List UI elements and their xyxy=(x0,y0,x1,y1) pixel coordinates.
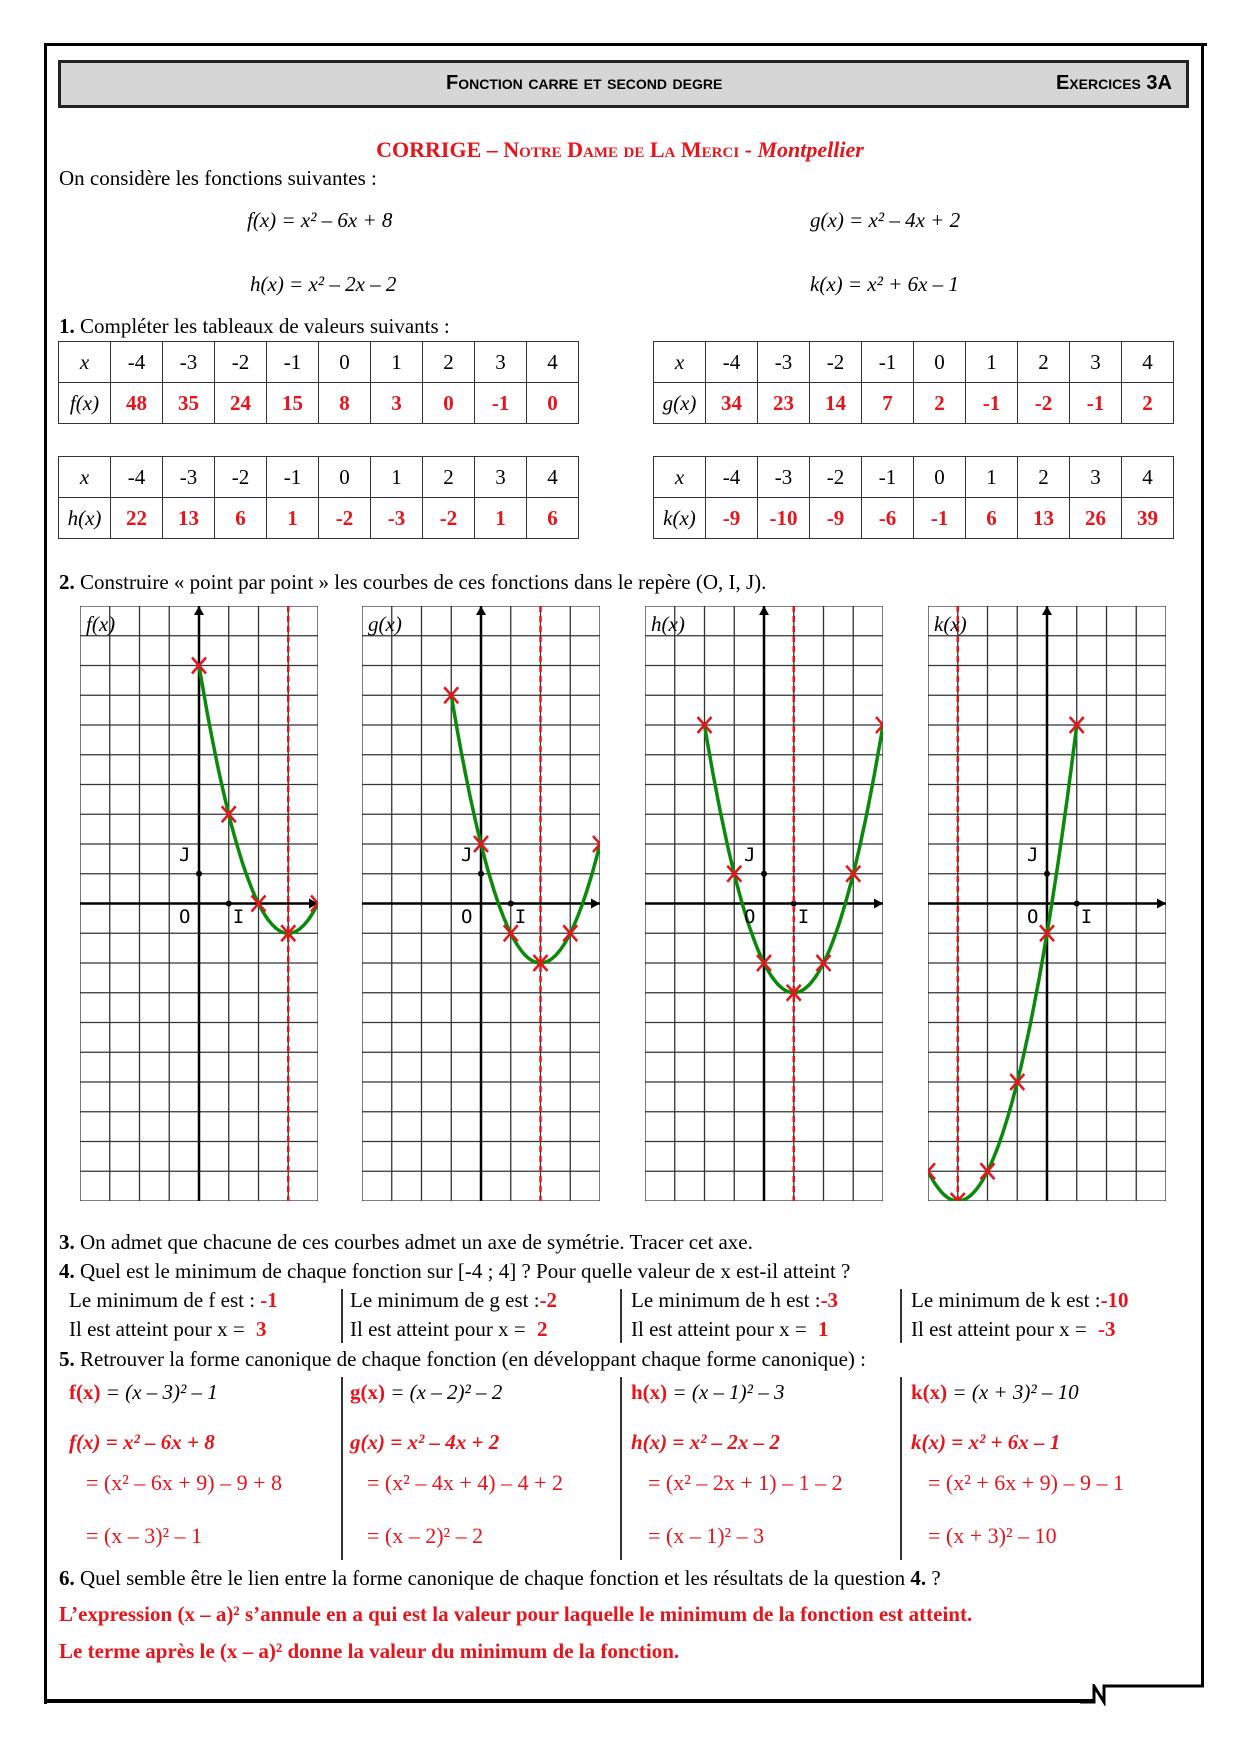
function-header: f(x) xyxy=(59,383,111,424)
value-cell: 13 xyxy=(1018,498,1070,539)
x-cell: 4 xyxy=(1122,457,1174,498)
argmin-label: Il est atteint pour x = xyxy=(69,1317,250,1341)
value-table xyxy=(58,456,579,539)
q2-number: 2. xyxy=(59,570,75,594)
argmin-label: Il est atteint pour x = xyxy=(911,1317,1092,1341)
q3-text: On admet que chacune de ces courbes admet un axe de symétrie. Tracer cet axe. xyxy=(80,1230,753,1254)
canonical-form xyxy=(911,1380,1079,1405)
x-cell: 0 xyxy=(319,342,371,383)
minimum-value: -1 xyxy=(260,1288,278,1312)
x-axis-arrow-icon xyxy=(591,899,600,909)
development-step-1: = (x² – 4x + 4) – 4 + 2 xyxy=(367,1470,563,1495)
graph-title: h(x) xyxy=(651,612,685,636)
x-cell: -4 xyxy=(706,457,758,498)
point-j xyxy=(196,871,202,877)
y-axis-arrow-icon xyxy=(759,606,769,615)
minimum-value: -10 xyxy=(1100,1288,1129,1312)
value-cell: 3 xyxy=(371,383,423,424)
unit-i-label: I xyxy=(232,905,245,928)
development-step-1: = (x² – 2x + 1) – 1 – 2 xyxy=(648,1470,843,1495)
value-cell: 6 xyxy=(527,498,579,539)
graph-canvas xyxy=(645,606,883,1201)
q1-text: Compléter les tableaux de valeurs suivants : xyxy=(80,314,450,338)
x-header: x xyxy=(59,457,111,498)
value-cell: -1 xyxy=(966,383,1018,424)
x-cell: -3 xyxy=(163,342,215,383)
argmin-line xyxy=(350,1317,547,1342)
x-cell: 1 xyxy=(371,342,423,383)
q3-number: 3. xyxy=(59,1230,75,1254)
value-cell: 14 xyxy=(810,383,862,424)
graph-1 xyxy=(362,606,600,1201)
unit-j-label: J xyxy=(461,843,473,866)
origin-label: O xyxy=(744,905,756,928)
q6-text: Quel semble être le lien entre la forme canonique de chaque fonction et les résultats de la question xyxy=(80,1566,911,1590)
table-row-values xyxy=(59,383,579,424)
development-step-1: = (x² + 6x + 9) – 9 – 1 xyxy=(928,1470,1124,1495)
x-cell: -2 xyxy=(215,342,267,383)
origin-label: O xyxy=(179,905,191,928)
value-cell: 8 xyxy=(319,383,371,424)
x-header: x xyxy=(654,457,706,498)
q1-number: 1. xyxy=(59,314,75,338)
x-axis-arrow-icon xyxy=(874,899,883,909)
column-separator xyxy=(620,1289,622,1343)
unit-j-label: J xyxy=(1027,843,1039,866)
point-j xyxy=(1044,871,1050,877)
point-j xyxy=(478,871,484,877)
argmin-line xyxy=(631,1317,828,1342)
x-cell: 1 xyxy=(966,457,1018,498)
value-cell: 35 xyxy=(163,383,215,424)
q6-number: 6. xyxy=(59,1566,75,1590)
q4-number: 4. xyxy=(59,1259,75,1283)
function-header: h(x) xyxy=(59,498,111,539)
q4-text: Quel est le minimum de chaque fonction sur [-4 ; 4] ? Pour quelle valeur de x est-il atteint ? xyxy=(80,1259,851,1283)
x-cell: 3 xyxy=(475,457,527,498)
minimum-line xyxy=(350,1288,557,1313)
argmin-line xyxy=(69,1317,266,1342)
value-cell: 2 xyxy=(1122,383,1174,424)
table-row-x xyxy=(654,457,1174,498)
corrige-prefix: CORRIGE – xyxy=(376,137,504,162)
development-step-2: = (x + 3)² – 10 xyxy=(928,1523,1057,1548)
page-frame-right xyxy=(1201,43,1204,1686)
q6-ref: 4. xyxy=(910,1566,927,1590)
minimum-label: Le minimum de f est : xyxy=(69,1288,261,1312)
x-header: x xyxy=(59,342,111,383)
value-cell: -2 xyxy=(1018,383,1070,424)
x-axis-arrow-icon xyxy=(1157,899,1166,909)
unit-j-label: J xyxy=(744,843,756,866)
x-cell: 2 xyxy=(423,342,475,383)
x-cell: 4 xyxy=(1122,342,1174,383)
graph-0 xyxy=(80,606,318,1201)
graph-title: f(x) xyxy=(86,612,116,636)
x-cell: -4 xyxy=(111,342,163,383)
value-cell: -1 xyxy=(914,498,966,539)
x-cell: 4 xyxy=(527,342,579,383)
q6-end: ? xyxy=(926,1566,941,1590)
header-exercise: Exercices 3A xyxy=(1055,72,1172,94)
x-cell: -1 xyxy=(267,457,319,498)
x-cell: 2 xyxy=(1018,342,1070,383)
graph-canvas xyxy=(928,606,1166,1201)
graph-3 xyxy=(928,606,1166,1201)
value-cell: -2 xyxy=(423,498,475,539)
x-cell: 0 xyxy=(914,342,966,383)
origin-label: O xyxy=(461,905,473,928)
value-cell: 39 xyxy=(1122,498,1174,539)
q5-number: 5. xyxy=(59,1347,75,1371)
question-1 xyxy=(59,314,450,339)
point-i xyxy=(1074,901,1080,907)
minimum-label: Le minimum de h est : xyxy=(631,1288,821,1312)
x-cell: -1 xyxy=(862,342,914,383)
x-cell: 0 xyxy=(914,457,966,498)
value-cell: 0 xyxy=(527,383,579,424)
value-cell: 6 xyxy=(215,498,267,539)
origin-label: O xyxy=(1027,905,1039,928)
x-header: x xyxy=(654,342,706,383)
canonical-expression: = (x – 1)² – 3 xyxy=(667,1380,785,1404)
value-cell: 23 xyxy=(758,383,810,424)
table-row-x xyxy=(59,342,579,383)
canonical-name: k(x) xyxy=(911,1380,948,1404)
question-3 xyxy=(59,1230,753,1255)
q6-answer-1: L’expression (x – a)² s’annule en a qui est la valeur pour laquelle le minimum de la fonction est atteint. xyxy=(59,1602,973,1626)
question-5 xyxy=(59,1347,866,1372)
x-cell: -2 xyxy=(810,342,862,383)
argmin-label: Il est atteint pour x = xyxy=(350,1317,531,1341)
function-h: h(x) = x² – 2x – 2 xyxy=(250,272,397,296)
x-cell: -4 xyxy=(706,342,758,383)
column-separator xyxy=(620,1377,622,1560)
value-cell: -2 xyxy=(319,498,371,539)
developed-form: g(x) = x² – 4x + 2 xyxy=(350,1430,500,1454)
table-row-values xyxy=(59,498,579,539)
graph-title: g(x) xyxy=(368,612,402,636)
x-cell: 0 xyxy=(319,457,371,498)
value-cell: 48 xyxy=(111,383,163,424)
value-cell: -10 xyxy=(758,498,810,539)
value-cell: -1 xyxy=(475,383,527,424)
canonical-name: g(x) xyxy=(350,1380,385,1404)
value-cell: -3 xyxy=(371,498,423,539)
graph-canvas xyxy=(362,606,600,1201)
function-f: f(x) = x² – 6x + 8 xyxy=(247,208,393,232)
x-cell: -3 xyxy=(163,457,215,498)
function-header: g(x) xyxy=(654,383,706,424)
corrige-school: Notre Dame de La Merci - xyxy=(503,137,758,162)
x-cell: 4 xyxy=(527,457,579,498)
unit-i-label: I xyxy=(1080,905,1093,928)
corrige-city: Montpellier xyxy=(757,137,864,162)
minimum-value: -2 xyxy=(539,1288,558,1312)
minimum-line xyxy=(911,1288,1129,1313)
value-cell: 1 xyxy=(267,498,319,539)
canonical-form xyxy=(350,1380,502,1405)
x-cell: -1 xyxy=(862,457,914,498)
canonical-name: f(x) xyxy=(69,1380,101,1404)
point-j xyxy=(761,871,767,877)
value-cell: 15 xyxy=(267,383,319,424)
q6-answer-2: Le terme après le (x – a)² donne la valeur du minimum de la fonction. xyxy=(59,1639,680,1663)
value-cell: 13 xyxy=(163,498,215,539)
point-i xyxy=(508,901,514,907)
table-row-values xyxy=(654,498,1174,539)
y-axis-arrow-icon xyxy=(476,606,486,615)
argmin-value: 2 xyxy=(536,1317,548,1341)
developed-form: f(x) = x² – 6x + 8 xyxy=(69,1430,215,1454)
graph-title: k(x) xyxy=(934,612,967,636)
canonical-form xyxy=(69,1380,218,1405)
value-table xyxy=(653,341,1174,424)
minimum-label: Le minimum de k est : xyxy=(911,1288,1101,1312)
canonical-expression: = (x – 3)² – 1 xyxy=(100,1380,218,1404)
column-separator xyxy=(341,1289,343,1343)
canonical-expression: = (x – 2)² – 2 xyxy=(385,1380,503,1404)
x-cell: -3 xyxy=(758,342,810,383)
table-row-x xyxy=(654,342,1174,383)
table-row-values xyxy=(654,383,1174,424)
canonical-expression: = (x + 3)² – 10 xyxy=(947,1380,1079,1404)
unit-j-label: J xyxy=(179,843,191,866)
value-cell: 1 xyxy=(475,498,527,539)
x-cell: -2 xyxy=(215,457,267,498)
header-bar xyxy=(58,60,1189,108)
development-step-2: = (x – 2)² – 2 xyxy=(367,1523,484,1548)
table-row-x xyxy=(59,457,579,498)
q5-text: Retrouver la forme canonique de chaque fonction (en développant chaque forme canonique) : xyxy=(80,1347,867,1371)
page-fold-corner xyxy=(1080,1684,1204,1706)
developed-form: k(x) = x² + 6x – 1 xyxy=(911,1430,1061,1454)
x-cell: 3 xyxy=(1070,457,1122,498)
value-table xyxy=(58,341,579,424)
value-cell: -9 xyxy=(706,498,758,539)
unit-i-label: I xyxy=(797,905,810,928)
argmin-value: 1 xyxy=(817,1317,829,1341)
x-cell: 1 xyxy=(371,457,423,498)
minimum-label: Le minimum de g est : xyxy=(350,1288,540,1312)
question-6 xyxy=(59,1566,941,1591)
minimum-line xyxy=(631,1288,838,1313)
development-step-2: = (x – 1)² – 3 xyxy=(648,1523,765,1548)
y-axis-arrow-icon xyxy=(1042,606,1052,615)
value-cell: -6 xyxy=(862,498,914,539)
x-cell: 3 xyxy=(475,342,527,383)
canonical-name: h(x) xyxy=(631,1380,668,1404)
graph-2 xyxy=(645,606,883,1201)
function-k: k(x) = x² + 6x – 1 xyxy=(810,272,959,296)
x-cell: 2 xyxy=(423,457,475,498)
value-cell: 7 xyxy=(862,383,914,424)
argmin-line xyxy=(911,1317,1115,1342)
value-cell: 24 xyxy=(215,383,267,424)
value-cell: 26 xyxy=(1070,498,1122,539)
x-cell: -4 xyxy=(111,457,163,498)
value-cell: 2 xyxy=(914,383,966,424)
function-header: k(x) xyxy=(654,498,706,539)
q2-text: Construire « point par point » les courbes de ces fonctions dans le repère (O, I, J). xyxy=(80,570,767,594)
x-cell: -3 xyxy=(758,457,810,498)
y-axis-arrow-icon xyxy=(194,606,204,615)
argmin-value: -3 xyxy=(1097,1317,1116,1341)
minimum-line xyxy=(69,1288,278,1313)
development-step-1: = (x² – 6x + 9) – 9 + 8 xyxy=(86,1470,282,1495)
point-i xyxy=(226,901,232,907)
column-separator xyxy=(900,1377,902,1560)
argmin-label: Il est atteint pour x = xyxy=(631,1317,812,1341)
question-4 xyxy=(59,1259,850,1284)
development-step-2: = (x – 3)² – 1 xyxy=(86,1523,203,1548)
header-title: Fonction carre et second degre xyxy=(446,72,723,94)
column-separator xyxy=(900,1289,902,1343)
column-separator xyxy=(341,1377,343,1560)
value-cell: -1 xyxy=(1070,383,1122,424)
value-cell: 0 xyxy=(423,383,475,424)
canonical-form xyxy=(631,1380,784,1405)
value-table xyxy=(653,456,1174,539)
minimum-value: -3 xyxy=(820,1288,839,1312)
function-g: g(x) = x² – 4x + 2 xyxy=(810,208,961,232)
x-cell: 3 xyxy=(1070,342,1122,383)
x-cell: -2 xyxy=(810,457,862,498)
corrige-title xyxy=(0,137,1240,163)
argmin-value: 3 xyxy=(255,1317,267,1341)
developed-form: h(x) = x² – 2x – 2 xyxy=(631,1430,780,1454)
x-cell: 2 xyxy=(1018,457,1070,498)
value-cell: 34 xyxy=(706,383,758,424)
unit-i-label: I xyxy=(514,905,527,928)
value-cell: 6 xyxy=(966,498,1018,539)
intro-text: On considère les fonctions suivantes : xyxy=(59,166,377,190)
x-cell: -1 xyxy=(267,342,319,383)
x-cell: 1 xyxy=(966,342,1018,383)
question-2 xyxy=(59,570,766,595)
value-cell: -9 xyxy=(810,498,862,539)
page-frame-bottom xyxy=(44,1699,1094,1703)
graph-canvas xyxy=(80,606,318,1201)
value-cell: 22 xyxy=(111,498,163,539)
